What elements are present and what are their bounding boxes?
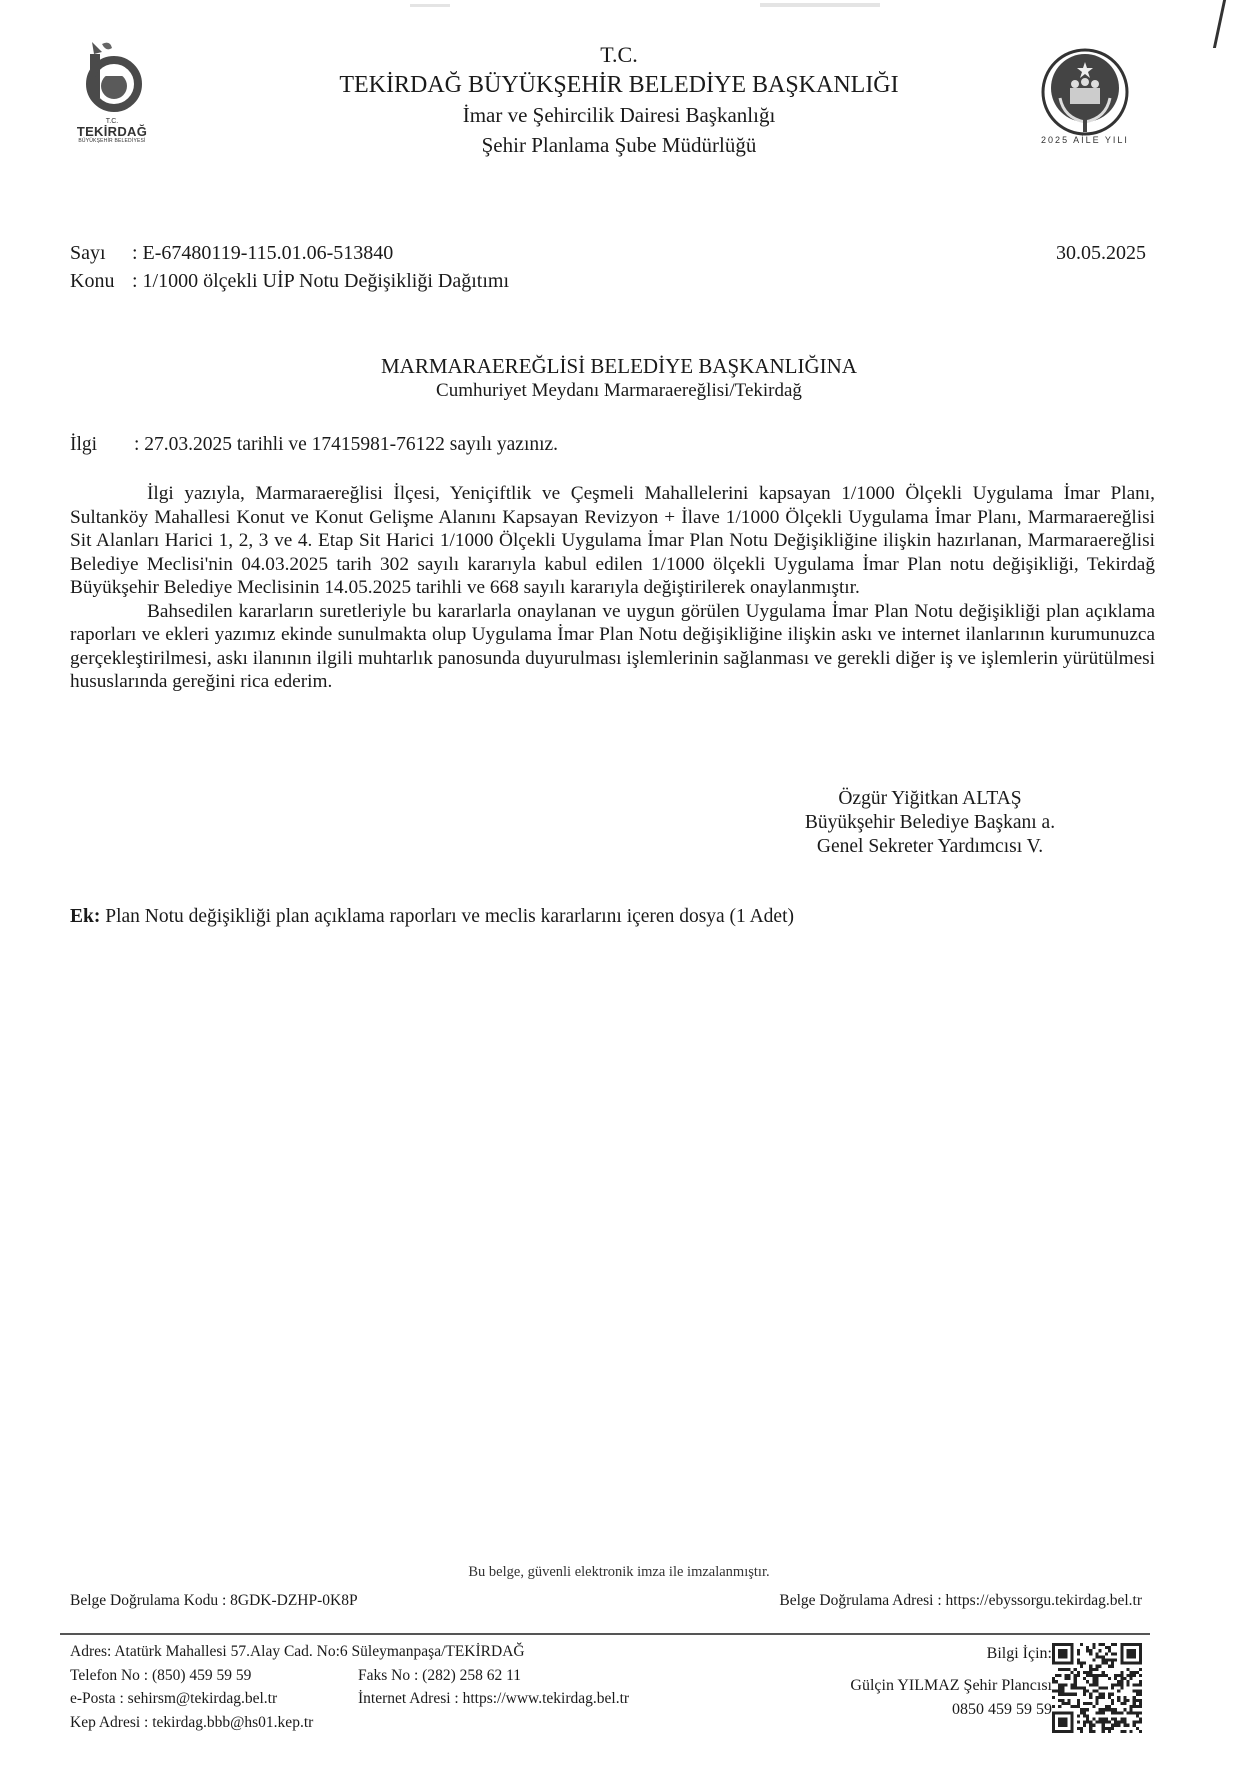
address-line: Adres: Atatürk Mahallesi 57.Alay Cad. No:6 Süleymanpaşa/TEKİRDAĞ xyxy=(70,1643,525,1660)
signer-title-2: Genel Sekreter Yardımcısı V. xyxy=(816,836,1044,857)
signer-title: Büyükşehir Belediye Başkanı a. xyxy=(804,812,1056,833)
signer-name: Özgür Yiğitkan ALTAŞ xyxy=(838,788,1022,809)
recipient xyxy=(0,353,1238,403)
scan-artifact xyxy=(410,4,450,7)
body-paragraph: Bahsedilen kararların suretleriyle bu kararlarla onaylanan ve uygun görülen Uygulama İmar Plan Notu değişikliği plan açıklama raporları ve ekleri yazımız ekinde sunulmakta olup Uygulama İmar Plan Notu değişikliğine ilişkin askı ve internet ilanlarının kurumunuzca gerçekleştirilmesi, askı ilanının ilgili muhtarlık panosunda duyurulması işlemlerinin sağlanması ve gerekli diğer iş ve işlemlerin yürütülmesi hususlarında gereğini rica ederim. xyxy=(70,600,1155,692)
verification-address[interactable]: Belge Doğrulama Adresi : https://ebyssorgu.tekirdag.bel.tr xyxy=(779,1592,1142,1609)
konu-label: Konu xyxy=(70,270,115,292)
qr-code-icon xyxy=(1052,1643,1142,1733)
scan-artifact xyxy=(760,3,880,7)
ilgi-label: İlgi xyxy=(70,434,98,455)
sayi-row xyxy=(70,242,393,265)
header-unit: Şehir Planlama Şube Müdürlüğü xyxy=(481,133,757,157)
logo-tc-text: T.C. xyxy=(105,118,119,125)
document-date: 30.05.2025 xyxy=(1056,242,1146,264)
sayi-label: Sayı xyxy=(70,242,106,264)
logo-subtitle: BÜYÜKŞEHİR BELEDİYESİ xyxy=(78,138,146,144)
recipient-address: Cumhuriyet Meydanı Marmaraereğlisi/Tekirdağ xyxy=(436,380,802,401)
sayi-value: : E-67480119-115.01.06-513840 xyxy=(132,242,394,264)
info-contact xyxy=(850,1642,1052,1722)
logo-name: TEKİRDAĞ xyxy=(76,124,148,139)
info-label: Bilgi İçin: xyxy=(986,1645,1052,1662)
kep-address[interactable]: Kep Adresi : tekirdag.bbb@hs01.kep.tr xyxy=(70,1713,314,1731)
attachment-label: Ek: xyxy=(70,906,101,927)
ilgi-row xyxy=(70,434,558,456)
attachment-note xyxy=(70,905,880,929)
family-year-emblem xyxy=(1030,40,1140,160)
fax: Faks No : (282) 258 62 11 xyxy=(358,1666,522,1684)
info-phone: 0850 459 59 59 xyxy=(952,1701,1052,1718)
email[interactable]: e-Posta : sehirsm@tekirdag.bel.tr xyxy=(70,1690,278,1707)
esign-note: Bu belge, güvenli elektronik imza ile imzalanmıştır. xyxy=(468,1564,770,1580)
phone: Telefon No : (850) 459 59 59 xyxy=(70,1666,252,1684)
header-tc: T.C. xyxy=(600,42,638,67)
attachment-text: Plan Notu değişikliği plan açıklama raporları ve meclis kararlarını içeren dosya (1 Adet) xyxy=(100,906,794,927)
verification-code: Belge Doğrulama Kodu : 8GDK-DZHP-0K8P xyxy=(70,1592,358,1609)
letter-body xyxy=(70,482,1155,694)
signature-block xyxy=(760,787,1100,859)
phone-fax-row xyxy=(70,1664,629,1688)
header-department: İmar ve Şehircilik Dairesi Başkanlığı xyxy=(462,103,776,127)
body-paragraph: İlgi yazıyla, Marmaraereğlisi İlçesi, Yeniçiftlik ve Çeşmeli Mahallelerini kapsayan 1/1000 Ölçekli Uygulama İmar Planı, Sultanköy Mahallesi Konut ve Konut Gelişme Alanını Kapsayan Revizyon + İlave 1/1000 Ölçekli Uygulama İmar Planı, Marmaraereğlisi Sit Alanları Harici 1, 2, 3 ve 4. Etap Sit Harici 1/1000 Ölçekli Uygulama İmar Plan Notu Değişikliğine ilişkin hazırlanan, Marmaraereğlisi Belediye Meclisi'nin 04.03.2025 tarih 302 sayılı kararıyla kabul edilen 1/1000 ölçekli Uygulama İmar Plan notu değişikliği, Tekirdağ Büyükşehir Belediye Meclisinin 14.05.2025 tarihli ve 668 sayılı kararıyla değiştirilerek onaylanmıştır. xyxy=(70,483,1155,598)
info-person: Gülçin YILMAZ Şehir Plancısı xyxy=(850,1677,1052,1694)
website[interactable]: İnternet Adresi : https://www.tekirdag.bel.tr xyxy=(358,1690,630,1707)
contact-info xyxy=(70,1640,629,1734)
footer-divider xyxy=(60,1633,1150,1635)
konu-value: : 1/1000 ölçekli UİP Notu Değişikliği Dağıtımı xyxy=(132,270,510,292)
konu-row xyxy=(70,270,509,293)
header-institution: TEKİRDAĞ BÜYÜKŞEHİR BELEDİYE BAŞKANLIĞI xyxy=(339,72,899,98)
email-web-row xyxy=(70,1687,629,1711)
ilgi-value: : 27.03.2025 tarihli ve 17415981-76122 sayılı yazınız. xyxy=(134,434,559,455)
emblem-caption: 2025 AİLE YILI xyxy=(1041,135,1129,145)
recipient-name: MARMARAEREĞLİSİ BELEDİYE BAŞKANLIĞINA xyxy=(381,354,857,378)
